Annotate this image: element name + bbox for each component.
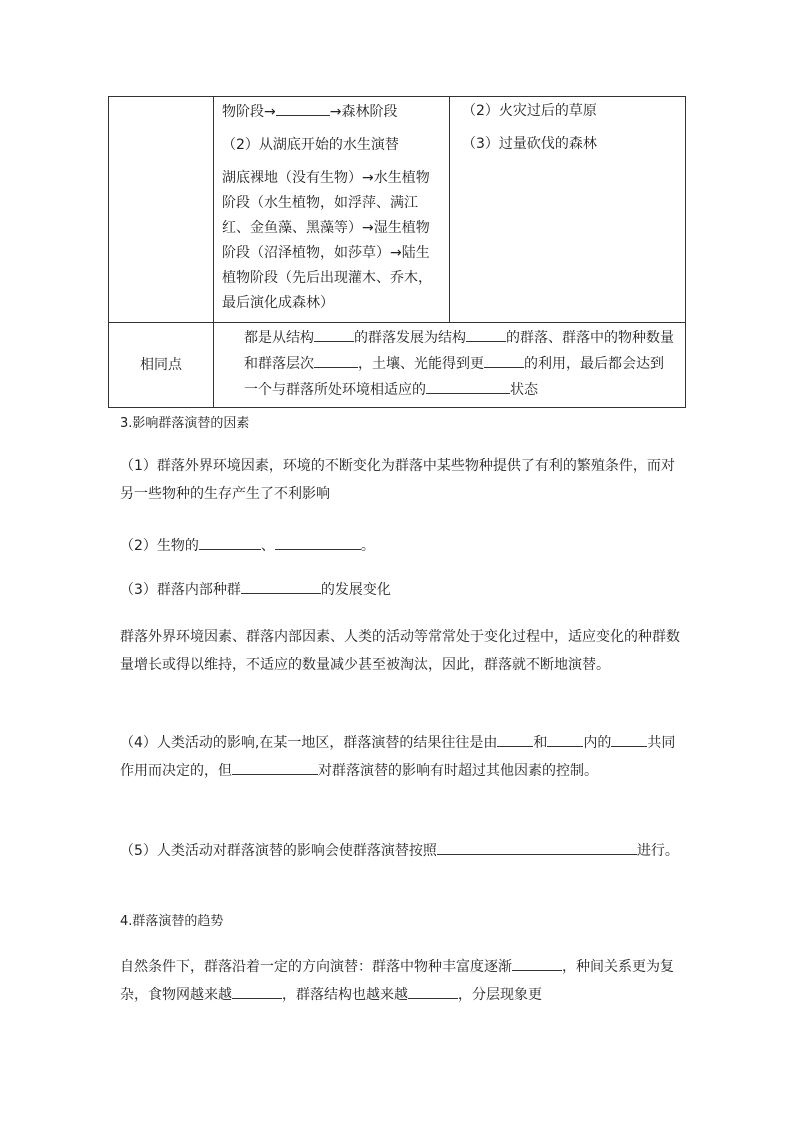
section-3-paragraph: 群落外界环境因素、群落内部因素、人类的活动等常常处于变化过程中，适应变化的种群数量增长或得以维持，不适应的数量减少甚至被淘汰，因此，群落就不断地演替。: [120, 629, 680, 673]
section-3-item-3: （3）群落内部种群 的发展变化: [120, 576, 680, 604]
section-3-item-1: （1）群落外界环境因素，环境的不断变化为群落中某些物种提供了有利的繁殖条件，而对另一些物种的生存产生了不利影响: [120, 458, 675, 502]
section-3-heading: 3.影响群落演替的因素: [120, 416, 250, 431]
section-3-item-2: （2）生物的 、 。: [120, 532, 680, 560]
terrestrial-succession-end: 物阶段→ →森林阶段: [222, 99, 443, 125]
fill-blank[interactable]: [232, 982, 282, 999]
fill-blank[interactable]: [437, 838, 637, 855]
fill-blank[interactable]: [426, 377, 510, 394]
succession-comparison-table: [108, 96, 686, 408]
table-cell-empty: [109, 97, 214, 323]
fill-blank[interactable]: [466, 325, 506, 342]
fill-blank[interactable]: [276, 99, 330, 116]
fill-blank[interactable]: [497, 730, 533, 747]
fill-blank[interactable]: [547, 730, 583, 747]
primary-succession-cell: [214, 97, 450, 323]
same-points-text: 都是从结构 的群落发展为结构 的群落、群落中的物种数量和群落层次 ，土壤、光能得到更 的利用，最后都会达到一个与群落所处环境相适应的 状态: [214, 323, 686, 408]
fill-blank[interactable]: [408, 982, 458, 999]
table-row: [109, 323, 686, 408]
section-3-item-5: （5）人类活动对群落演替的影响会使群落演替按照 进行。: [120, 837, 680, 865]
secondary-succession-cell: [450, 97, 686, 323]
fill-blank[interactable]: [611, 730, 647, 747]
fill-blank[interactable]: [512, 954, 562, 971]
section-4-heading: 4.群落演替的趋势: [120, 914, 224, 929]
fill-blank[interactable]: [241, 577, 321, 594]
secondary-example-3: （3）过量砍伐的森林: [462, 136, 597, 152]
aquatic-succession-body: 湖底裸地（没有生物）→水生植物阶段（水生植物，如浮萍、满江红、金鱼藻、黑藻等）→湿生植物阶段（沼泽植物，如莎草）→陆生植物阶段（先后出现灌木、乔木，最后演化成森林）: [222, 170, 432, 311]
section-3-item-4: （4）人类活动的影响,在某一地区，群落演替的结果往往是由 和 内的 共同作用而决定的，但 对群落演替的影响有时超过其他因素的控制。: [120, 729, 680, 785]
same-points-label: 相同点: [109, 323, 214, 408]
fill-blank[interactable]: [199, 533, 261, 550]
fill-blank[interactable]: [275, 533, 361, 550]
section-4-paragraph: 自然条件下，群落沿着一定的方向演替：群落中物种丰富度逐渐 ，种间关系更为复杂，食物网越来越 ，群落结构也越来越 ，分层现象更: [120, 953, 680, 1009]
aquatic-succession-title: （2）从湖底开始的水生演替: [222, 137, 399, 153]
fill-blank[interactable]: [314, 325, 354, 342]
fill-blank[interactable]: [232, 758, 318, 775]
fill-blank[interactable]: [314, 351, 358, 368]
table-row: [109, 97, 686, 323]
secondary-example-2: （2）火灾过后的草原: [462, 103, 597, 119]
fill-blank[interactable]: [484, 351, 524, 368]
